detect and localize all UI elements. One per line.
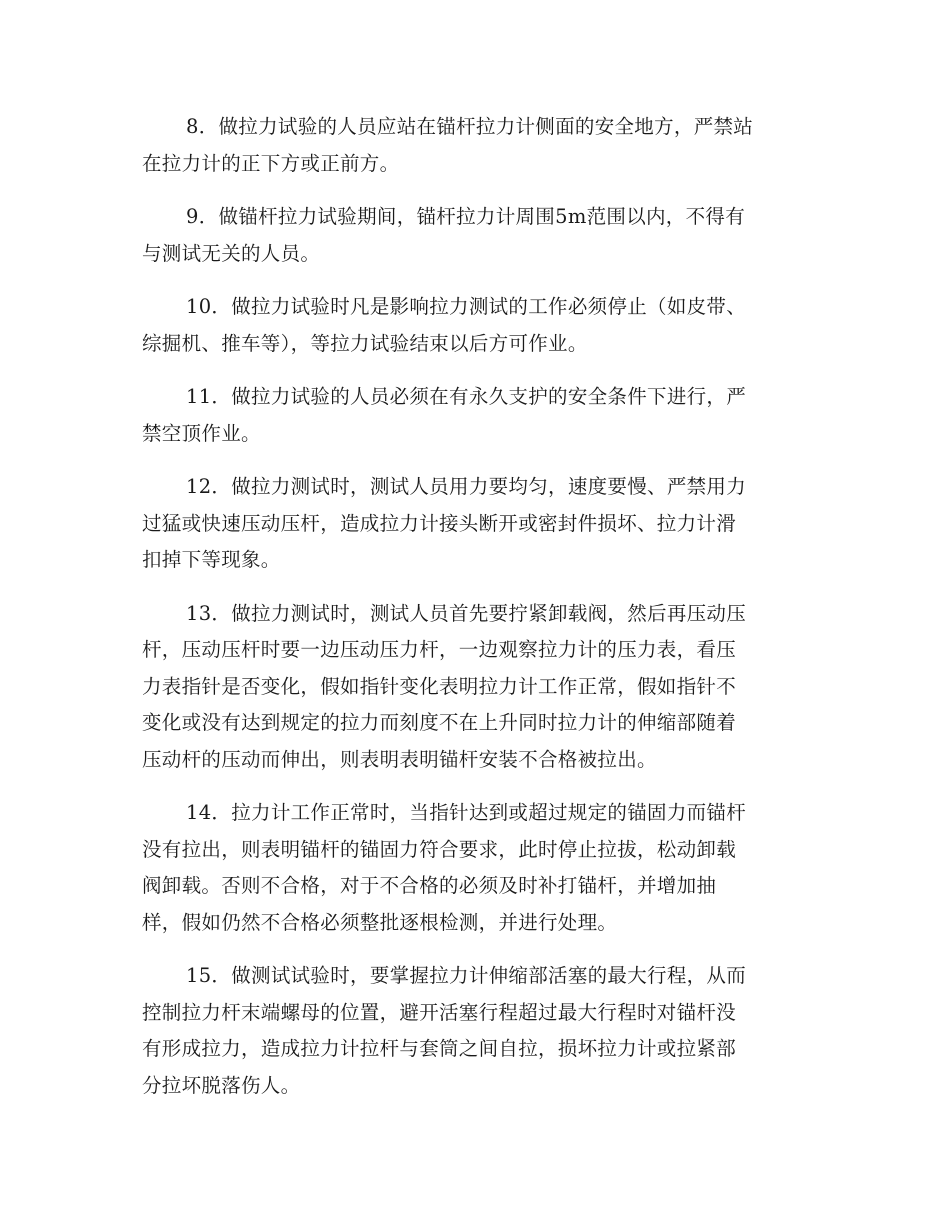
paragraph-line: 禁空顶作业。 bbox=[142, 421, 261, 445]
paragraph-line: 样，假如仍然不合格必须整批逐根检测，并进行处理。 bbox=[142, 910, 618, 934]
paragraph-line: 8．做拉力试验的人员应站在锚杆拉力计侧面的安全地方，严禁站 bbox=[186, 115, 754, 138]
paragraph-line: 与测试无关的人员。 bbox=[142, 241, 321, 265]
paragraph-item-12 bbox=[142, 469, 802, 579]
paragraph-line: 阀卸载。否则不合格，对于不合格的必须及时补打锚杆，并增加抽 bbox=[142, 874, 717, 897]
paragraph-item-10 bbox=[142, 289, 802, 362]
paragraph-line: 没有拉出，则表明锚杆的锚固力符合要求，此时停止拉拔，松动卸载 bbox=[142, 837, 737, 861]
paragraph-item-8 bbox=[142, 109, 802, 182]
paragraph-line: 14．拉力计工作正常时，当指针达到或超过规定的锚固力而锚杆 bbox=[186, 801, 747, 824]
paragraph-item-14 bbox=[142, 795, 802, 941]
paragraph-line: 变化或没有达到规定的拉力而刻度不在上升同时拉力计的伸缩部随着 bbox=[142, 711, 737, 734]
document-body bbox=[142, 109, 802, 1121]
paragraph-line: 力表指针是否变化，假如指针变化表明拉力计工作正常，假如指针不 bbox=[142, 674, 737, 698]
paragraph-item-15 bbox=[142, 958, 802, 1104]
paragraph-item-13 bbox=[142, 596, 802, 779]
paragraph-line: 控制拉力杆末端螺母的位置，避开活塞行程超过最大行程时对锚杆没 bbox=[142, 1000, 737, 1024]
paragraph-line: 15．做测试试验时，要掌握拉力计伸缩部活塞的最大行程，从而 bbox=[186, 964, 747, 987]
paragraph-line: 分拉坏脱落伤人。 bbox=[142, 1073, 301, 1097]
paragraph-line: 扣掉下等现象。 bbox=[142, 548, 281, 571]
paragraph-line: 11．做拉力试验的人员必须在有永久支护的安全条件下进行，严 bbox=[186, 385, 747, 408]
paragraph-line: 9．做锚杆拉力试验期间，锚杆拉力计周围5m范围以内，不得有 bbox=[186, 205, 746, 228]
paragraph-item-11 bbox=[142, 379, 802, 452]
paragraph-line: 杆，压动压杆时要一边压动压力杆，一边观察拉力计的压力表，看压 bbox=[142, 638, 737, 661]
paragraph-line: 在拉力计的正下方或正前方。 bbox=[142, 151, 400, 175]
paragraph-line: 压动杆的压动而伸出，则表明表明锚杆安装不合格被拉出。 bbox=[142, 747, 657, 771]
paragraph-item-9 bbox=[142, 199, 802, 272]
paragraph-line: 10．做拉力试验时凡是影响拉力测试的工作必须停止（如皮带、 bbox=[186, 295, 747, 318]
paragraph-line: 有形成拉力，造成拉力计拉杆与套筒之间自拉，损坏拉力计或拉紧部 bbox=[142, 1037, 737, 1060]
paragraph-line: 过猛或快速压动压杆，造成拉力计接头断开或密封件损坏、拉力计滑 bbox=[142, 511, 737, 535]
paragraph-line: 综掘机、推车等），等拉力试验结束以后方可作业。 bbox=[142, 331, 588, 355]
paragraph-line: 12．做拉力测试时，测试人员用力要均匀，速度要慢、严禁用力 bbox=[186, 475, 747, 498]
paragraph-line: 13．做拉力测试时，测试人员首先要拧紧卸载阀，然后再压动压 bbox=[186, 601, 747, 625]
